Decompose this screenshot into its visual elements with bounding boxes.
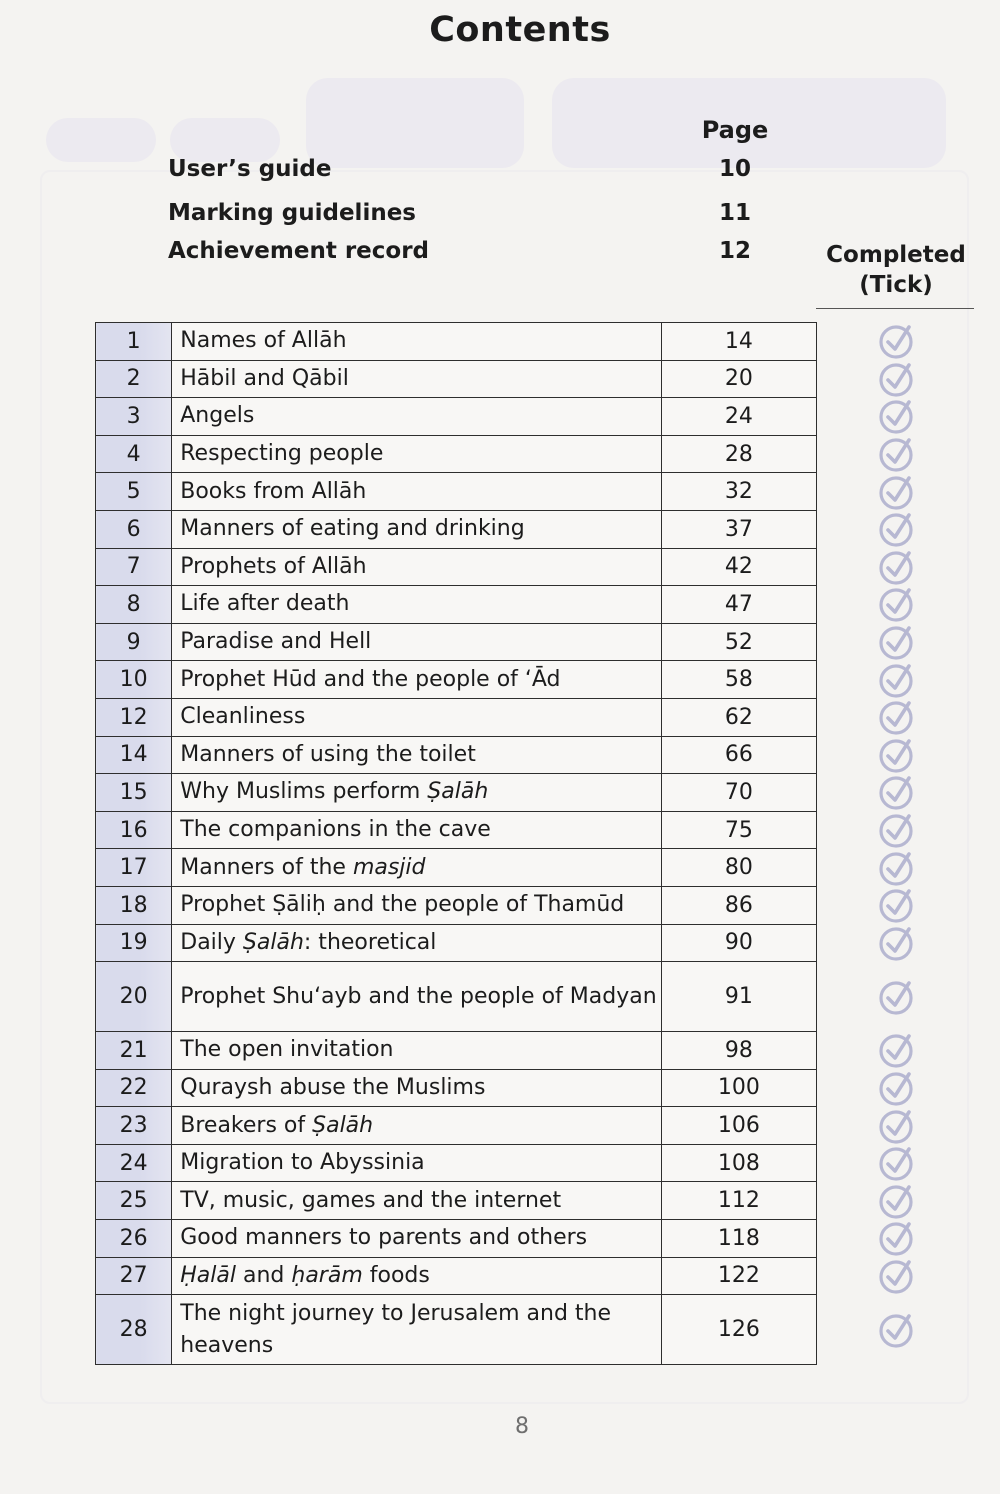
chapter-page: 91 <box>661 962 816 1032</box>
chapter-title: Cleanliness <box>172 698 662 736</box>
chapter-page: 122 <box>661 1257 816 1295</box>
chapter-title: Manners of eating and drinking <box>172 510 662 548</box>
chapter-title: Angels <box>172 398 662 436</box>
tick-circle-icon[interactable] <box>874 735 918 775</box>
front-matter-label: Marking guidelines <box>168 200 416 226</box>
chapter-title: Daily Ṣalāh: theoretical <box>172 924 662 962</box>
contents-row <box>96 811 817 849</box>
chapter-title: Books from Allāh <box>172 473 662 511</box>
contents-row <box>96 849 817 887</box>
tick-circle-icon[interactable] <box>874 509 918 549</box>
front-matter-page: 10 <box>718 156 751 182</box>
contents-row <box>96 886 817 924</box>
chapter-number: 24 <box>96 1144 172 1182</box>
contents-row <box>96 473 817 511</box>
contents-row <box>96 1069 817 1107</box>
chapter-page: 80 <box>661 849 816 887</box>
chapter-title: The night journey to Jerusalem and the heavens <box>172 1295 662 1365</box>
chapter-page: 126 <box>661 1295 816 1365</box>
chapter-title: Prophet Hūd and the people of ‘Ād <box>172 661 662 699</box>
chapter-title: Names of Allāh <box>172 323 662 361</box>
chapter-title: Migration to Abyssinia <box>172 1144 662 1182</box>
contents-row <box>96 698 817 736</box>
tick-circle-icon[interactable] <box>874 396 918 436</box>
chapter-page: 108 <box>661 1144 816 1182</box>
front-matter-label: User’s guide <box>168 156 332 182</box>
chapter-page: 52 <box>661 623 816 661</box>
contents-row <box>96 398 817 436</box>
chapter-page: 106 <box>661 1107 816 1145</box>
chapter-page: 75 <box>661 811 816 849</box>
contents-row <box>96 1220 817 1258</box>
contents-row <box>96 1295 817 1365</box>
chapter-number: 14 <box>96 736 172 774</box>
chapter-number: 12 <box>96 698 172 736</box>
contents-row <box>96 661 817 699</box>
chapter-number: 26 <box>96 1220 172 1258</box>
chapter-page: 112 <box>661 1182 816 1220</box>
tick-circle-icon[interactable] <box>874 1068 918 1108</box>
chapter-number: 8 <box>96 586 172 624</box>
chapter-title: Life after death <box>172 586 662 624</box>
tick-circle-icon[interactable] <box>874 622 918 662</box>
tick-circle-icon[interactable] <box>874 1310 918 1350</box>
tick-circle-icon[interactable] <box>874 1256 918 1296</box>
chapter-title: Manners of using the toilet <box>172 736 662 774</box>
contents-row <box>96 1032 817 1070</box>
tick-circle-icon[interactable] <box>874 1218 918 1258</box>
chapter-title: Hābil and Qābil <box>172 360 662 398</box>
tick-circle-icon[interactable] <box>874 697 918 737</box>
chapter-title: Prophet Shu‘ayb and the people of Madyan <box>172 962 662 1032</box>
chapter-number: 17 <box>96 849 172 887</box>
chapter-number: 19 <box>96 924 172 962</box>
chapter-page: 20 <box>661 360 816 398</box>
chapter-title: The companions in the cave <box>172 811 662 849</box>
chapter-number: 16 <box>96 811 172 849</box>
chapter-number: 15 <box>96 774 172 812</box>
chapter-page: 90 <box>661 924 816 962</box>
chapter-number: 27 <box>96 1257 172 1295</box>
chapter-page: 66 <box>661 736 816 774</box>
chapter-page: 70 <box>661 774 816 812</box>
tick-circle-icon[interactable] <box>874 885 918 925</box>
contents-row <box>96 924 817 962</box>
completed-column-label <box>818 240 974 300</box>
contents-row <box>96 962 817 1032</box>
chapter-number: 3 <box>96 398 172 436</box>
tick-circle-icon[interactable] <box>874 660 918 700</box>
chapter-title: Quraysh abuse the Muslims <box>172 1069 662 1107</box>
chapter-page: 118 <box>661 1220 816 1258</box>
chapter-title: The open invitation <box>172 1032 662 1070</box>
chapter-page: 86 <box>661 886 816 924</box>
tick-circle-icon[interactable] <box>874 1106 918 1146</box>
chapter-number: 7 <box>96 548 172 586</box>
chapter-title: Manners of the masjid <box>172 849 662 887</box>
chapter-page: 62 <box>661 698 816 736</box>
chapter-title: TV, music, games and the internet <box>172 1182 662 1220</box>
chapter-title: Good manners to parents and others <box>172 1220 662 1258</box>
completed-label-hint: (Tick) <box>859 272 933 298</box>
tick-circle-icon[interactable] <box>874 359 918 399</box>
completed-label: Completed <box>826 242 966 268</box>
chapter-number: 18 <box>96 886 172 924</box>
tick-circle-icon[interactable] <box>874 434 918 474</box>
chapter-page: 14 <box>661 323 816 361</box>
front-matter-page: 12 <box>718 238 751 264</box>
chapter-title: Ḥalāl and ḥarām foods <box>172 1257 662 1295</box>
tick-circle-icon[interactable] <box>874 977 918 1017</box>
tick-circle-icon[interactable] <box>874 1030 918 1070</box>
chapter-page: 32 <box>661 473 816 511</box>
chapter-number: 25 <box>96 1182 172 1220</box>
tick-circle-icon[interactable] <box>874 923 918 963</box>
contents-row <box>96 774 817 812</box>
completed-underline <box>816 308 974 309</box>
chapter-number: 1 <box>96 323 172 361</box>
chapter-title: Why Muslims perform Ṣalāh <box>172 774 662 812</box>
contents-row <box>96 360 817 398</box>
chapter-number: 5 <box>96 473 172 511</box>
show-through-shape <box>46 118 156 162</box>
tick-circle-icon[interactable] <box>874 584 918 624</box>
front-matter-label: Achievement record <box>168 238 430 264</box>
chapter-title: Paradise and Hell <box>172 623 662 661</box>
chapter-page: 42 <box>661 548 816 586</box>
tick-circle-icon[interactable] <box>874 472 918 512</box>
chapter-number: 28 <box>96 1295 172 1365</box>
tick-circle-icon[interactable] <box>874 810 918 850</box>
tick-circle-icon[interactable] <box>874 772 918 812</box>
chapter-page: 100 <box>661 1069 816 1107</box>
tick-circle-icon[interactable] <box>874 1181 918 1221</box>
tick-circle-icon[interactable] <box>874 848 918 888</box>
contents-row <box>96 323 817 361</box>
contents-row <box>96 736 817 774</box>
show-through-shape <box>306 78 524 168</box>
chapter-number: 2 <box>96 360 172 398</box>
chapter-page: 58 <box>661 661 816 699</box>
chapter-page: 47 <box>661 586 816 624</box>
contents-row <box>96 1182 817 1220</box>
chapter-title: Breakers of Ṣalāh <box>172 1107 662 1145</box>
chapter-number: 22 <box>96 1069 172 1107</box>
chapter-number: 9 <box>96 623 172 661</box>
chapter-number: 21 <box>96 1032 172 1070</box>
page-column-label: Page <box>701 116 769 144</box>
chapter-number: 23 <box>96 1107 172 1145</box>
chapter-number: 20 <box>96 962 172 1032</box>
contents-row <box>96 623 817 661</box>
contents-row <box>96 1107 817 1145</box>
front-matter-page: 11 <box>718 200 751 226</box>
chapter-page: 28 <box>661 435 816 473</box>
contents-row <box>96 1144 817 1182</box>
chapter-number: 4 <box>96 435 172 473</box>
contents-table <box>95 322 817 1365</box>
chapter-page: 98 <box>661 1032 816 1070</box>
tick-circle-icon[interactable] <box>874 321 918 361</box>
chapter-title: Prophet Ṣāliḥ and the people of Thamūd <box>172 886 662 924</box>
chapter-page: 24 <box>661 398 816 436</box>
contents-row <box>96 435 817 473</box>
tick-circle-icon[interactable] <box>874 547 918 587</box>
chapter-number: 10 <box>96 661 172 699</box>
page-number: 8 <box>515 1414 529 1439</box>
chapter-title: Prophets of Allāh <box>172 548 662 586</box>
contents-row <box>96 586 817 624</box>
chapter-title: Respecting people <box>172 435 662 473</box>
page-title: Contents <box>429 10 611 50</box>
chapter-page: 37 <box>661 510 816 548</box>
tick-circle-icon[interactable] <box>874 1143 918 1183</box>
contents-row <box>96 510 817 548</box>
contents-row <box>96 548 817 586</box>
contents-row <box>96 1257 817 1295</box>
chapter-number: 6 <box>96 510 172 548</box>
